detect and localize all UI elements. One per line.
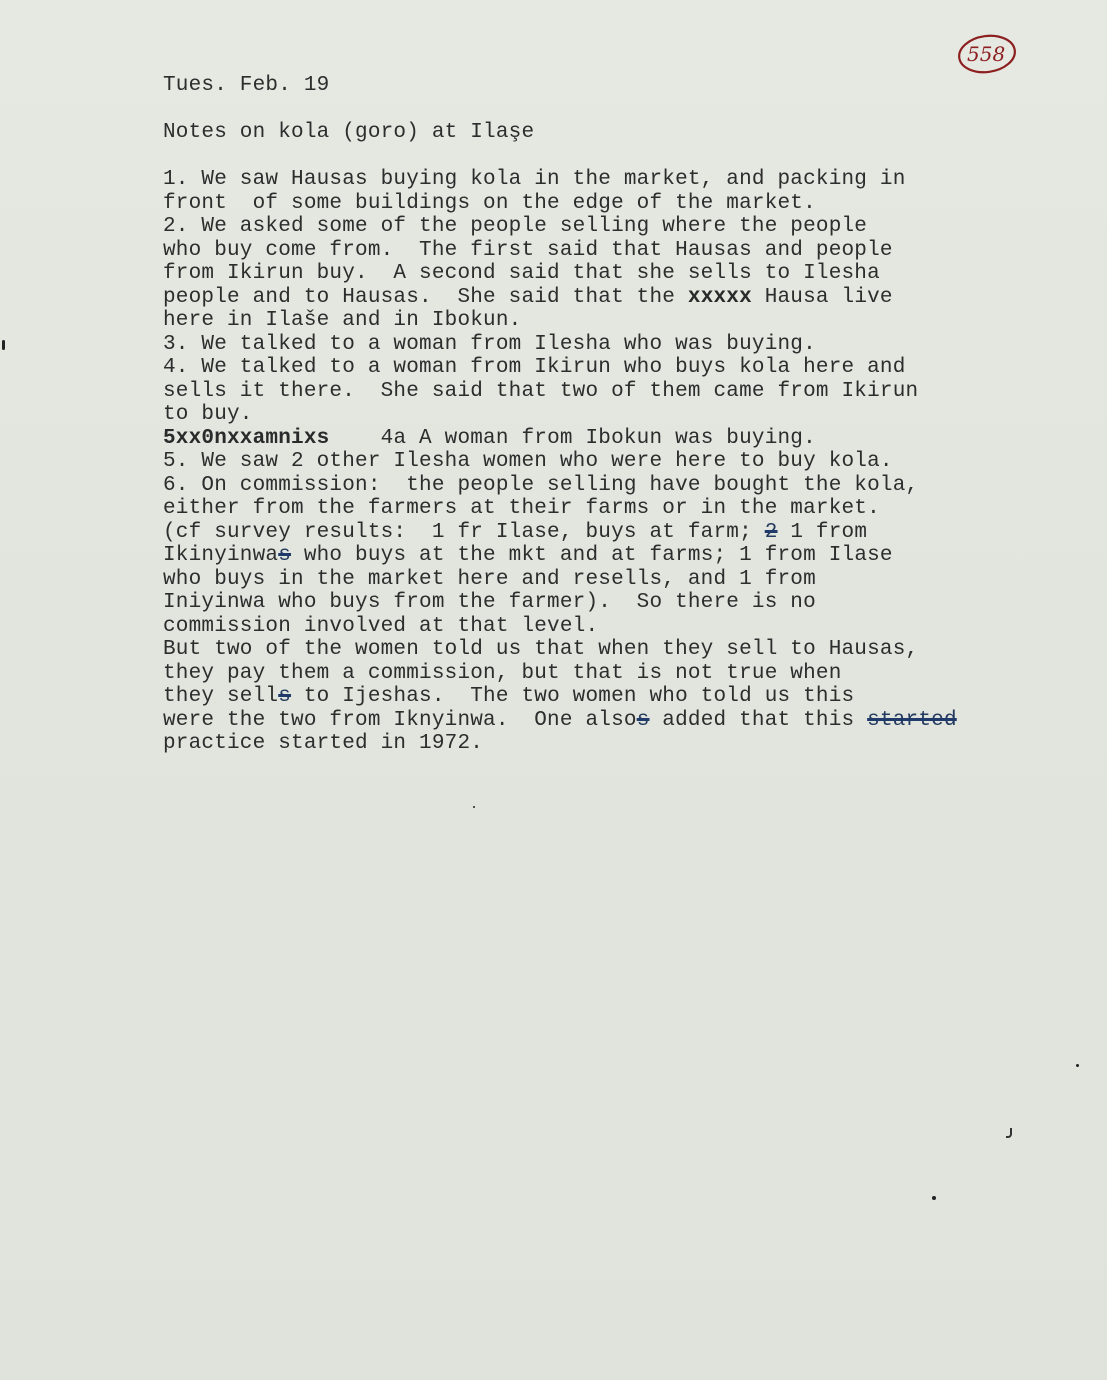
body-line-text: were the two from Iknyinwa. One also [163, 708, 637, 732]
body-line: who buys in the market here and resells, and 1 from [163, 567, 816, 591]
body-line: from Ikirun buy. A second said that she sells to Ilesha [163, 262, 880, 285]
body-line: 3. We talked to a woman from Ilesha who was buying. [163, 332, 816, 356]
body-line-text: (cf survey results: 1 fr Ilase, buys at farm; [163, 520, 765, 544]
body-line: front of some buildings on the edge of the market. [163, 191, 816, 215]
paper-speck [473, 806, 475, 808]
body-line-text: Hausa live [751, 285, 893, 309]
body-line: practice started in 1972. [163, 732, 484, 755]
paper-speck [932, 1196, 936, 1200]
body-line-text: who buys at the mkt and at farms; 1 from Ilase [291, 544, 893, 567]
typed-notes [163, 74, 1063, 756]
struck-out-text: s [278, 685, 292, 708]
body-line: sells it there. She said that two of them came from Ikirun [163, 379, 919, 403]
body-line: commission involved at that level. [163, 614, 599, 638]
struck-out-text: s [636, 708, 650, 732]
struck-out-text: 2 [764, 520, 778, 544]
xed-out-text: xxxxx [687, 285, 752, 309]
body-line-text: added that this [649, 708, 868, 732]
body-line: 2. We asked some of the people selling where the people [163, 215, 868, 238]
body-line-with-strikeout [163, 709, 1063, 733]
body-line: 4. We talked to a woman from Ikirun who buys kola here and [163, 356, 906, 379]
body-line-text: to Ijeshas. The two women who told us this [291, 685, 855, 708]
body-line-with-xed-out-word [163, 286, 1063, 310]
struck-out-word: started [867, 708, 957, 732]
pen-mark [1006, 1128, 1012, 1138]
paper-speck [1076, 1064, 1079, 1067]
body-line: either from the farmers at their farms or in the market. [163, 497, 880, 520]
body-line: here in Ilaše and in Ibokun. [163, 309, 522, 332]
body-line-text: they sell [163, 685, 279, 708]
page-title: Notes on kola (goro) at Ilaşe [163, 121, 535, 144]
page-number-text: 558 [967, 42, 1006, 66]
struck-out-text: s [278, 544, 292, 567]
page-number-stamp [956, 30, 1018, 76]
body-line: But two of the women told us that when they sell to Hausas, [163, 638, 919, 661]
body-line-with-xed-out-prefix [163, 427, 1063, 451]
body-line-text: 1 from [777, 520, 868, 544]
body-line: 1. We saw Hausas buying kola in the market, and packing in [163, 168, 906, 191]
body-line-text: 4a A woman from Ibokun was buying. [329, 426, 816, 450]
body-line: 5. We saw 2 other Ilesha women who were here to buy kola. [163, 450, 893, 473]
paper-speck [2, 340, 5, 350]
xed-out-text: 5xx0nxxamnixs [163, 426, 330, 450]
body-line-text: Ikinyinwa [163, 544, 279, 567]
body-line: they pay them a commission, but that is not true when [163, 661, 842, 685]
date-line: Tues. Feb. 19 [163, 74, 330, 97]
body-line-with-strikeout [163, 521, 1063, 545]
body-line-with-strikeout [163, 685, 1063, 709]
body-line-text: people and to Hausas. She said that the [163, 285, 688, 309]
body-line: 6. On commission: the people selling have bought the kola, [163, 473, 919, 497]
body-line: who buy come from. The first said that Hausas and people [163, 238, 893, 262]
body-line-with-strikeout [163, 544, 1063, 568]
body-line: to buy. [163, 403, 253, 426]
page-number-circle-icon [956, 30, 1018, 76]
body-line: Iniyinwa who buys from the farmer). So there is no [163, 591, 816, 614]
